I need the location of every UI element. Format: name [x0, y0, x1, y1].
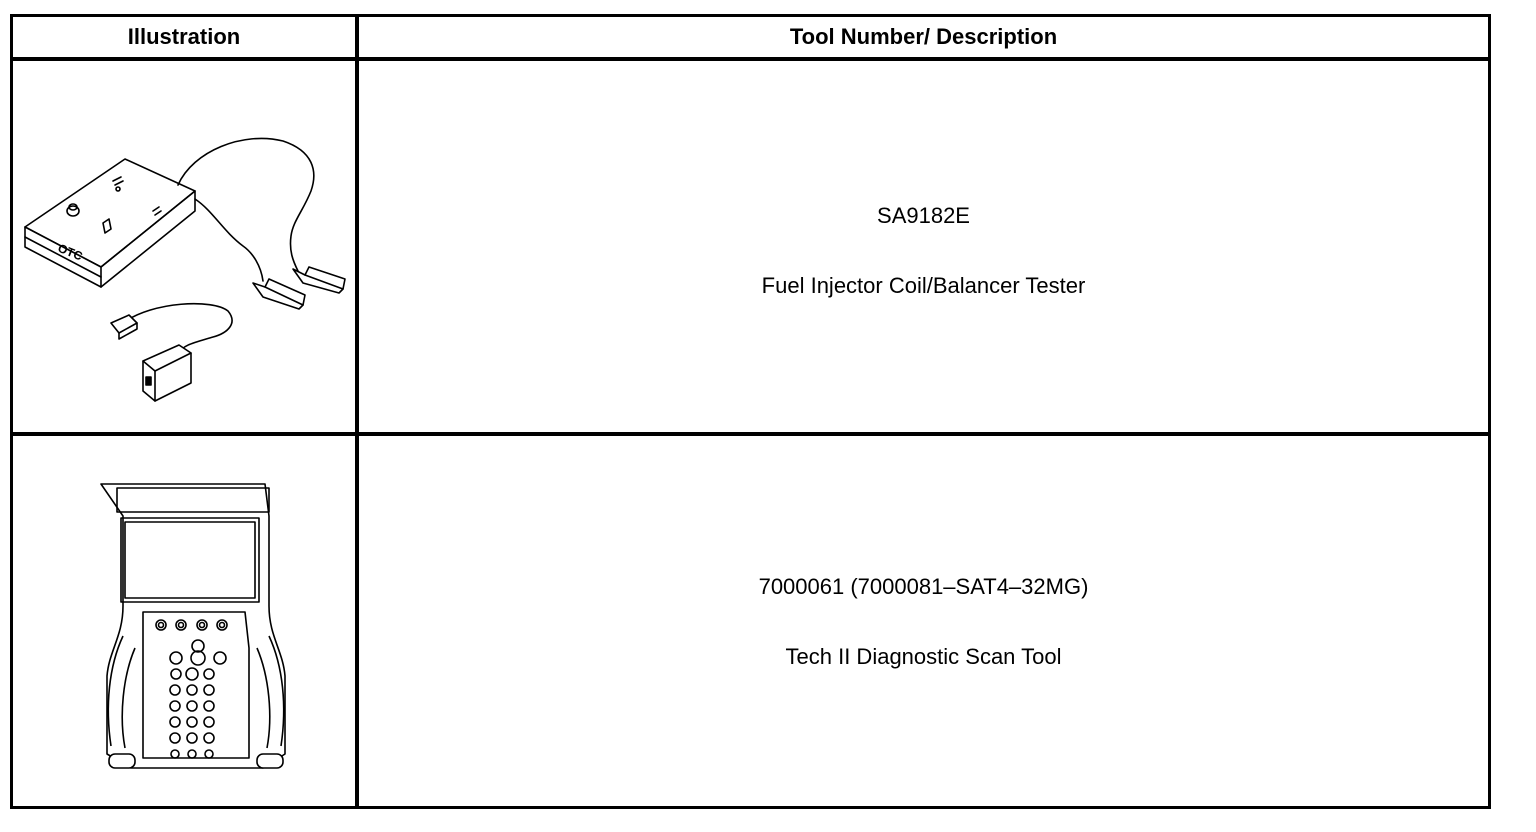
tool-description-cell — [359, 436, 1488, 806]
tool-description: Fuel Injector Coil/Balancer Tester — [761, 273, 1086, 298]
illustration-cell — [13, 61, 355, 432]
device-logo: OTC — [55, 240, 85, 264]
fuel-injector-tester-icon — [13, 61, 355, 432]
tool-number: SA9182E — [877, 203, 970, 228]
header-tool-description: Tool Number/ Description — [789, 24, 1058, 49]
illustration-cell — [13, 436, 355, 806]
header-illustration: Illustration — [127, 24, 241, 49]
tool-number: 7000061 (7000081–SAT4–32MG) — [758, 574, 1089, 599]
scan-tool-icon — [13, 436, 355, 806]
tool-table — [10, 14, 1491, 809]
tool-description: Tech II Diagnostic Scan Tool — [785, 644, 1062, 669]
tool-description-cell — [359, 61, 1488, 432]
